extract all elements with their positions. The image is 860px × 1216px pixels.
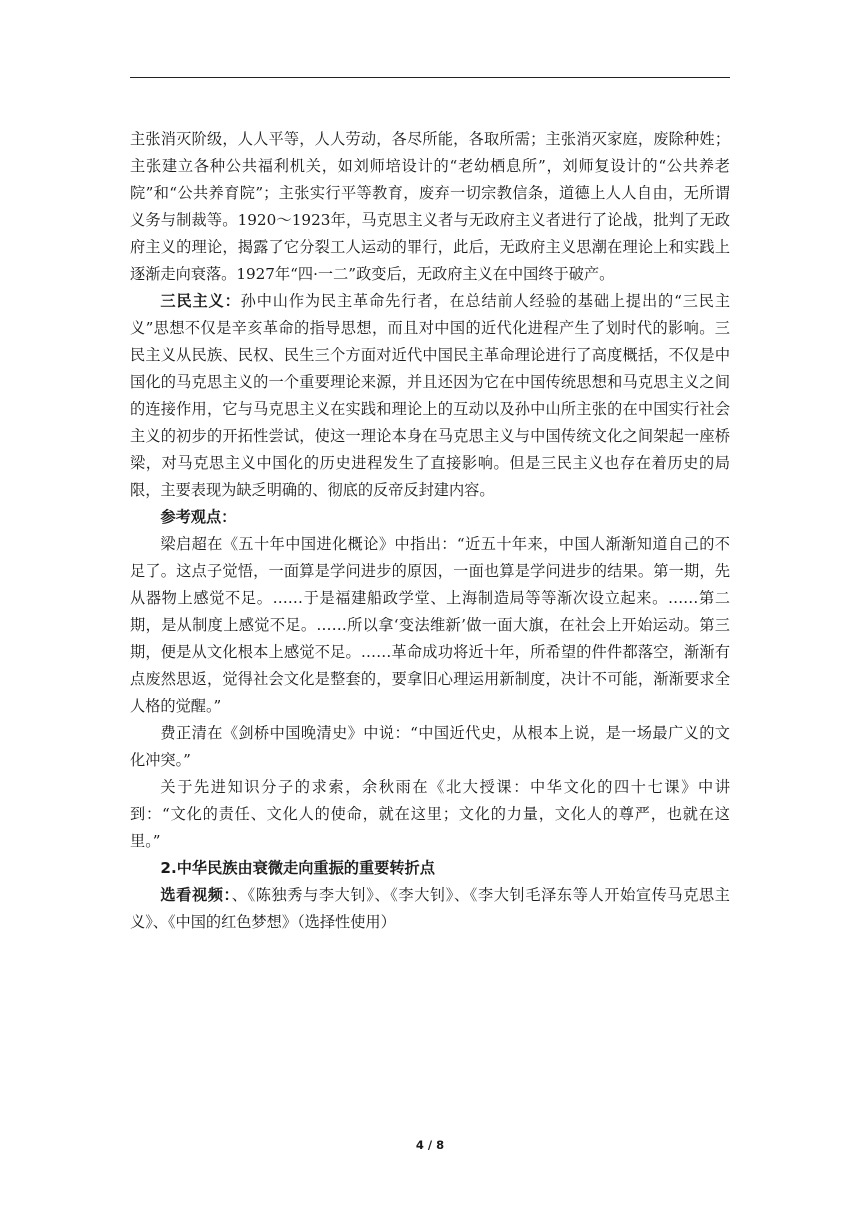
paragraph-yu-qiuyu: 关于先进知识分子的求索，余秋雨在《北大授课：中华文化的四十七课》中讲到：“文化的责任、文化人的使命，就在这里；文化的力量，文化人的尊严，也就在这里。” (130, 778, 730, 850)
paragraph-anarchism-continued: 主张消灭阶级，人人平等，人人劳动，各尽所能，各取所需；主张消灭家庭，废除种姓；主张建立各种公共福利机关，如刘师培设计的“老幼栖息所”，刘师复设计的“公共养老院”和“公共养育院”；主张实行平等教育，废弃一切宗教信条，道德上人人自由，无所谓义务与制裁等。1920～1923年，马克思主义者与无政府主义者进行了论战，批判了无政府主义的理论，揭露了它分裂工人运动的罪行，此后，无政府主义思潮在理论上和实践上逐渐走向衰落。1927年“四·一二”政变后，无政府主义在中国终于破产。 (130, 130, 730, 283)
paragraph-fairbank: 费正清在《剑桥中国晚清史》中说：“中国近代史，从根本上说，是一场最广义的文化冲突。” (130, 724, 730, 769)
section-heading-turning-point: 2.中华民族由衰微走向重振的重要转折点 (160, 859, 435, 877)
page-number: 4 / 8 (415, 1138, 445, 1152)
three-principles-label: 三民主义： (160, 292, 241, 310)
reference-views-heading: 参考观点： (160, 508, 237, 526)
three-principles-text: 孙中山作为民主革命先行者，在总结前人经验的基础上提出的“三民主义”思想不仅是辛亥革命的指导思想，而且对中国的近代化进程产生了划时代的影响。三民主义从民族、民权、民生三个方面对近代中国民主革命理论进行了高度概括，不仅是中国化的马克思主义的一个重要理论来源，并且还因为它在中国传统思想和马克思主义之间的连接作用，它与马克思主义在实践和理论上的互动以及孙中山所主张的在中国实行社会主义的初步的开拓性尝试，使这一理论本身在马克思主义与中国传统文化之间架起一座桥梁，对马克思主义中国化的历史进程发生了直接影响。但是三民主义也存在着历史的局限，主要表现为缺乏明确的、彻底的反帝反封建内容。 (130, 292, 731, 499)
paragraph-liang-qichao: 梁启超在《五十年中国进化概论》中指出：“近五十年来，中国人渐渐知道自己的不足了。这点子觉悟，一面算是学问进步的原因，一面也算是学问进步的结果。第一期，先从器物上感觉不足。……于是福建船政学堂、上海制造局等等渐次设立起来。……第二期，是从制度上感觉不足。……所以拿‘变法维新’做一面大旗，在社会上开始运动。第三期，便是从文化根本上感觉不足。……革命成功将近十年，所希望的件件都落空，渐渐有点废然思返，觉得社会文化是整套的，要拿旧心理运用新制度，决计不可能，渐渐要求全人格的觉醒。” (130, 535, 730, 715)
videos-label: 选看视频： (160, 886, 232, 904)
paragraph-videos (130, 882, 730, 936)
videos-list: 、《陈独秀与李大钊》、《李大钊》、《李大钊毛泽东等人开始宣传马克思主义》、《中国的红色梦想》（选择性使用） (130, 886, 730, 931)
document-body (130, 126, 730, 936)
header-rule (130, 77, 730, 78)
paragraph-three-principles (130, 288, 730, 504)
